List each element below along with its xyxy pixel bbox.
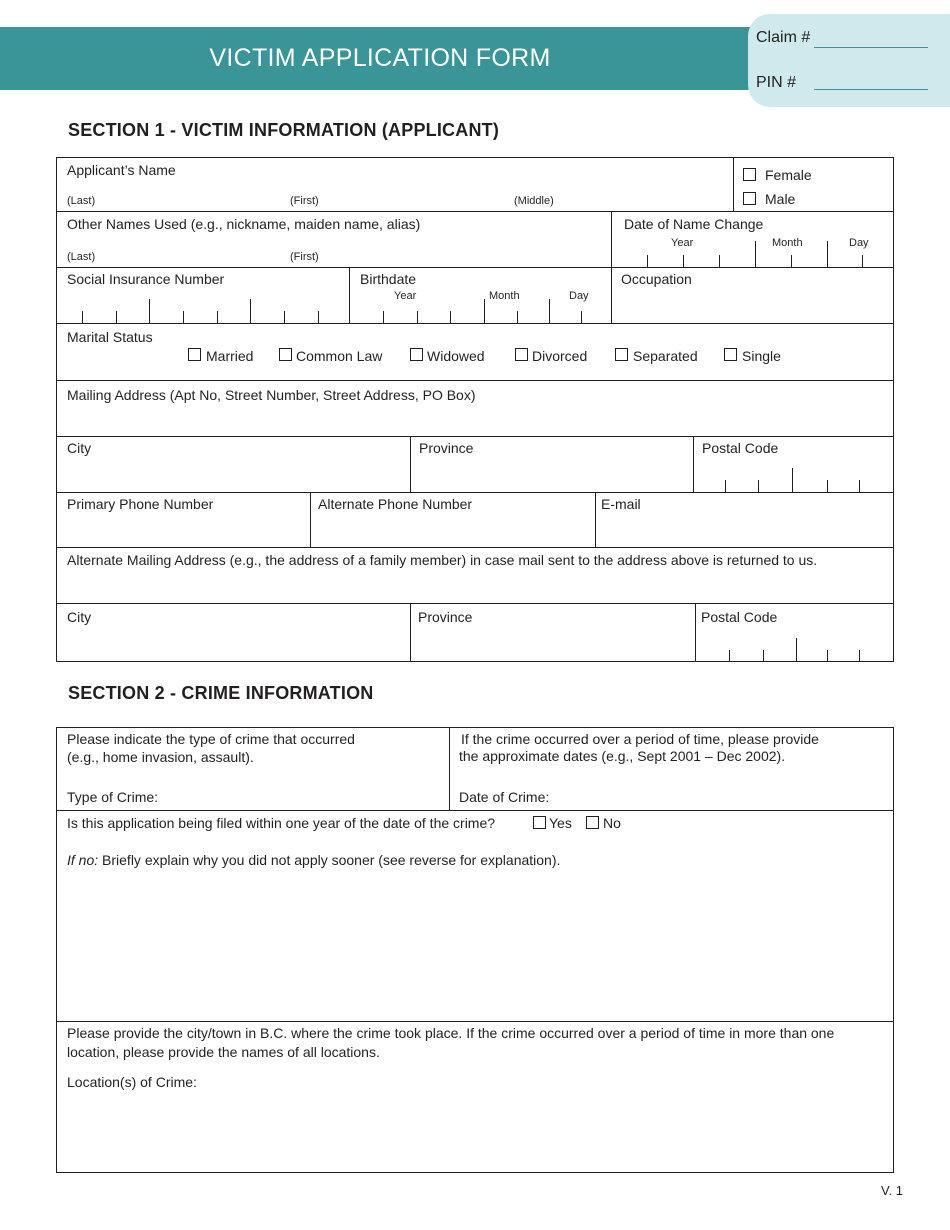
- birthdate-label: Birthdate: [360, 271, 417, 287]
- late-application-explanation-field[interactable]: [57, 875, 893, 1019]
- widowed-checkbox[interactable]: [410, 348, 423, 361]
- alt-postal-code-field[interactable]: [696, 632, 893, 661]
- pin-number-field[interactable]: [814, 89, 928, 90]
- alt-city-label: City: [67, 609, 92, 625]
- date-of-crime-label: Date of Crime:: [459, 789, 550, 805]
- no-label: No: [603, 815, 621, 831]
- locations-of-crime-field[interactable]: [57, 1094, 893, 1171]
- dnc-year-label: Year: [671, 237, 694, 249]
- widowed-label: Widowed: [427, 348, 485, 364]
- version-label: V. 1: [881, 1183, 903, 1198]
- primary-phone-label: Primary Phone Number: [67, 496, 214, 512]
- alt-postal-code-label: Postal Code: [701, 609, 778, 625]
- if-no-prefix: If no:: [67, 852, 99, 868]
- name-middle-label: (Middle): [514, 195, 554, 207]
- divorced-label: Divorced: [532, 348, 588, 364]
- mailing-address-label: Mailing Address (Apt No, Street Number, Street Address, PO Box): [67, 387, 476, 403]
- period-instruction-2: the approximate dates (e.g., Sept 2001 – Dec 2002).: [459, 748, 786, 764]
- single-label: Single: [742, 348, 781, 364]
- location-instruction-1: Please provide the city/town in B.C. where the crime took place. If the crime occurred over a period of time in more than one: [67, 1025, 835, 1041]
- form-title: VICTIM APPLICATION FORM: [209, 44, 551, 72]
- occupation-label: Occupation: [621, 271, 692, 287]
- separated-label: Separated: [633, 348, 698, 364]
- alt-mailing-address-label: Alternate Mailing Address (e.g., the address of a family member) in case mail sent to the address above is returned to us.: [67, 552, 818, 568]
- if-no-text: Briefly explain why you did not apply sooner (see reverse for explanation).: [102, 852, 561, 868]
- male-label: Male: [765, 191, 796, 207]
- location-instruction-2: location, please provide the names of all locations.: [67, 1044, 380, 1060]
- separated-checkbox[interactable]: [615, 348, 628, 361]
- birthdate-field[interactable]: [350, 305, 610, 322]
- birth-day-label: Day: [569, 290, 589, 302]
- date-name-change-field[interactable]: [612, 250, 893, 266]
- birth-year-label: Year: [394, 290, 417, 302]
- crime-type-instruction-1: Please indicate the type of crime that occurred: [67, 731, 355, 747]
- postal-code-field[interactable]: [694, 462, 893, 491]
- claim-number-field[interactable]: [814, 47, 928, 48]
- claim-pin-box: [748, 14, 950, 107]
- if-no-explanation-label: [67, 852, 560, 868]
- city-label: City: [67, 440, 92, 456]
- female-checkbox[interactable]: [743, 168, 756, 181]
- marital-status-label: Marital Status: [67, 329, 153, 345]
- one-year-question: Is this application being filed within one year of the date of the crime?: [67, 815, 496, 831]
- male-checkbox[interactable]: [743, 192, 756, 205]
- period-instruction-1: If the crime occurred over a period of time, please provide: [461, 731, 819, 747]
- other-first-label: (First): [290, 251, 319, 263]
- province-label: Province: [419, 440, 474, 456]
- section1-title: SECTION 1 - VICTIM INFORMATION (APPLICANT): [68, 120, 500, 140]
- common-law-label: Common Law: [296, 348, 383, 364]
- alt-province-label: Province: [418, 609, 473, 625]
- divorced-checkbox[interactable]: [515, 348, 528, 361]
- alternate-phone-label: Alternate Phone Number: [318, 496, 473, 512]
- yes-label: Yes: [549, 815, 572, 831]
- claim-label: Claim #: [756, 29, 811, 46]
- other-last-label: (Last): [67, 251, 96, 263]
- sin-label: Social Insurance Number: [67, 271, 225, 287]
- postal-code-label: Postal Code: [702, 440, 779, 456]
- pin-label: PIN #: [756, 74, 797, 91]
- sin-field[interactable]: [57, 296, 349, 322]
- single-checkbox[interactable]: [724, 348, 737, 361]
- married-label: Married: [206, 348, 254, 364]
- city-field[interactable]: [57, 437, 409, 491]
- birth-month-label: Month: [489, 290, 520, 302]
- title-banner: [0, 27, 760, 90]
- dnc-day-label: Day: [849, 237, 869, 249]
- email-label: E-mail: [601, 496, 641, 512]
- yes-checkbox[interactable]: [533, 816, 546, 829]
- dnc-month-label: Month: [772, 237, 803, 249]
- name-last-label: (Last): [67, 195, 96, 207]
- applicant-name-label: Applicant’s Name: [67, 162, 176, 178]
- date-name-change-label: Date of Name Change: [624, 216, 764, 232]
- no-checkbox[interactable]: [586, 816, 599, 829]
- married-checkbox[interactable]: [188, 348, 201, 361]
- section2-title: SECTION 2 - CRIME INFORMATION: [68, 683, 374, 703]
- common-law-checkbox[interactable]: [279, 348, 292, 361]
- female-label: Female: [765, 167, 812, 183]
- crime-type-instruction-2: (e.g., home invasion, assault).: [67, 749, 254, 765]
- type-of-crime-label: Type of Crime:: [67, 789, 159, 805]
- name-first-label: (First): [290, 195, 319, 207]
- alt-city-field[interactable]: [57, 604, 409, 661]
- other-names-label: Other Names Used (e.g., nickname, maiden name, alias): [67, 216, 421, 232]
- locations-label: Location(s) of Crime:: [67, 1074, 197, 1090]
